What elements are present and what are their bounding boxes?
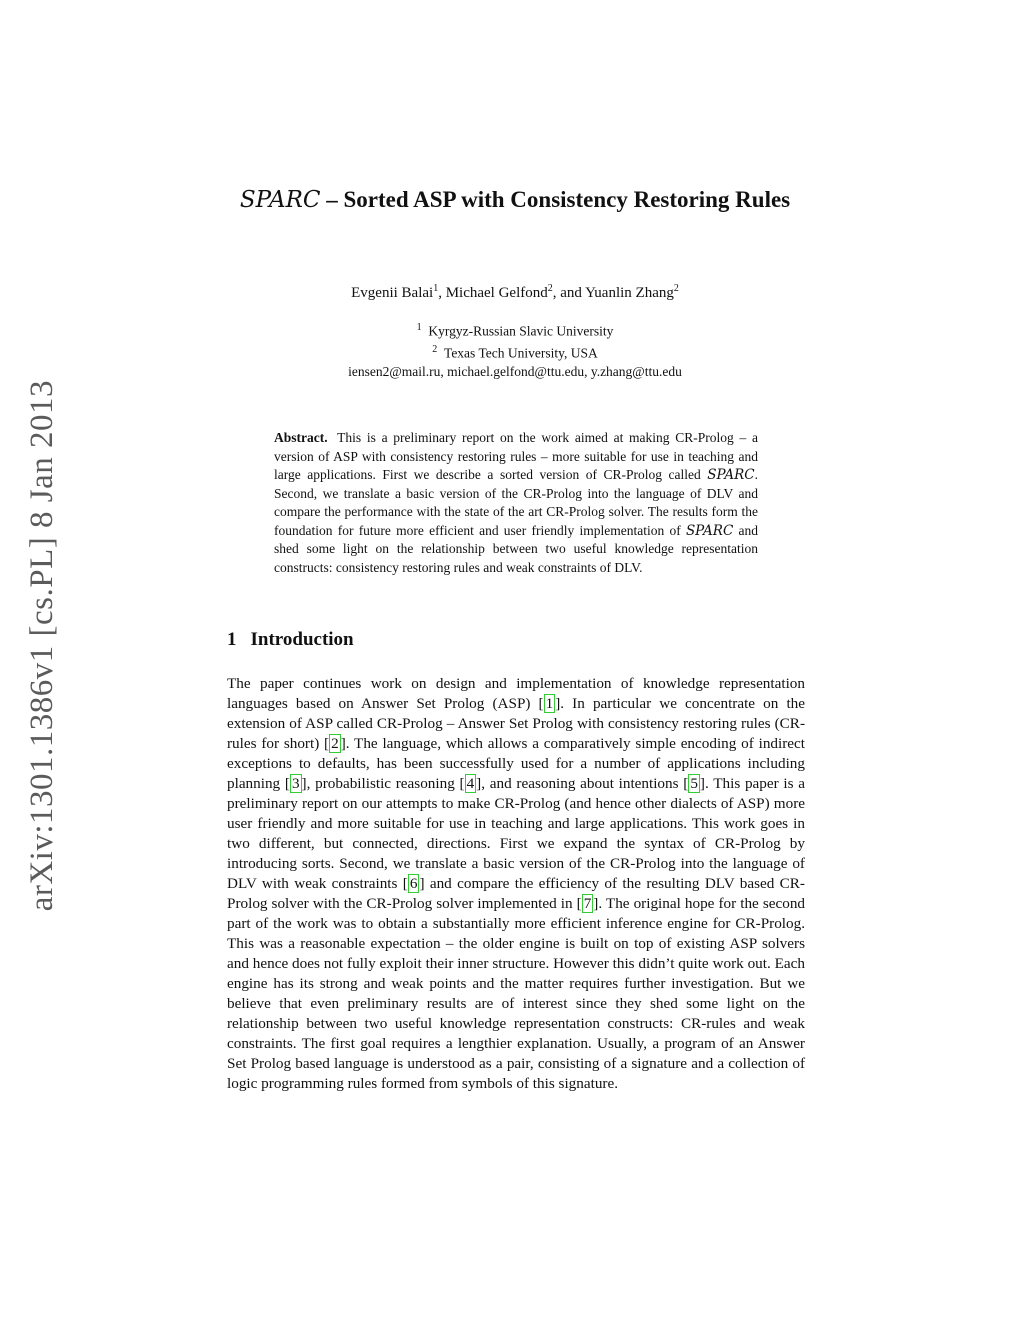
affiliation-2 (220, 341, 810, 363)
citation-link-5[interactable]: 5 (690, 775, 698, 792)
section-number: 1 (227, 629, 237, 650)
abstract-label: Abstract. (274, 430, 328, 445)
abstract (274, 429, 758, 577)
arxiv-identifier: arXiv:1301.1386v1 [cs.PL] 8 Jan 2013 (24, 380, 60, 912)
body-text: ] and compare the efficiency of the resulting DLV based CR-Prolog solver with the CR-Prolog solver implemented in [ (227, 875, 805, 912)
abstract-text-1: This is a preliminary report on the work aimed at making CR-Prolog – a version of ASP with consistency restoring rules – more suitable for use in teaching and large applications. First we describe a sorted version of CR-Prolog called (274, 430, 758, 482)
citation-link-1[interactable]: 1 (545, 695, 554, 712)
citation-link-3[interactable]: 3 (291, 775, 300, 792)
affiliation-2-text: Texas Tech University, USA (444, 345, 598, 361)
paper-title (220, 185, 810, 215)
affiliations (220, 319, 810, 382)
author-3: , and Yuanlin Zhang (552, 285, 674, 301)
section-title: Introduction (250, 629, 354, 650)
body-text: ]. The original hope for the second part of the work was to obtain a substantially more efficient inference engine for CR-Prolog. This was a reasonable expectation – the older engine is built on top of existing ASP solvers and hence does not fully exploit their inner structure. However this didn’t quite work out. Each engine has its strong and weak points and the matter requires further investigation. But we believe that even preliminary results are of interest since they shed some light on the relationship between two useful knowledge representation constructs: CR-rules and weak constraints. The first goal requires a lengthier explanation. Usually, a program of an Answer Set Prolog based language is understood as a pair, consisting of a signature and a collection of logic programming rules formed from symbols of this signature. (227, 895, 806, 1092)
citation-link-4[interactable]: 4 (466, 775, 475, 792)
citation-link-7[interactable]: 7 (583, 895, 592, 912)
affiliation-1-text: Kyrgyz-Russian Slavic University (428, 323, 614, 339)
author-emails: iensen2@mail.ru, michael.gelfond@ttu.edu, y.zhang@ttu.edu (348, 364, 682, 379)
abstract-text-3: and shed some light on the relationship between two useful knowledge representation constructs: consistency restoring rules and weak constraints of DLV. (274, 522, 759, 575)
abstract-sparc-1: SPARC (707, 467, 755, 483)
section-heading (227, 629, 354, 651)
body-text: ]. In particular we concentrate on the extension of ASP called CR-Prolog – Answer Set Prolog with consistency restoring rules (CR-rules for short) [ (227, 695, 806, 752)
body-text: The paper continues work on design and implementation of knowledge representation languages based on Answer Set Prolog (ASP) [ (227, 675, 805, 712)
affiliation-1-number: 1 (416, 322, 422, 333)
author-1-affil: 1 (433, 283, 439, 294)
author-1: Evgenii Balai (351, 285, 434, 301)
author-list (220, 283, 810, 302)
body-text: ], probabilistic reasoning [ (301, 775, 465, 792)
abstract-sparc-2: SPARC (685, 522, 734, 539)
author-2: , Michael Gelfond (438, 285, 548, 301)
citation-link-6[interactable]: 6 (409, 875, 418, 892)
intro-paragraph (227, 674, 805, 1094)
citation-link-2[interactable]: 2 (331, 735, 339, 752)
author-2-affil: 2 (547, 283, 553, 294)
body-text: ]. This paper is a preliminary report on our attempts to make CR-Prolog (and hence other dialects of ASP) more user friendly and more suitable for use in teaching and large applications. This work goes in two different, but connected, directions. First we expand the syntax of CR-Prolog by introducing sorts. Second, we translate a basic version of the CR-Prolog into the language of DLV with weak constraints [ (227, 775, 805, 892)
body-text: ]. The language, which allows a comparatively simple encoding of indirect exceptions to defaults, has been successfully used for a number of applications including planning [ (227, 735, 805, 792)
affiliation-2-number: 2 (432, 344, 438, 355)
title-sparc: SPARC (239, 187, 321, 213)
affiliation-1 (220, 319, 810, 341)
author-3-affil: 2 (673, 283, 679, 294)
abstract-text-2: . Second, we translate a basic version of the CR-Prolog into the language of DLV and compare the performance with the state of the art CR-Prolog solver. The results form the foundation for future more efficient and user friendly implementation of (274, 467, 758, 538)
body-text: ], and reasoning about intentions [ (476, 775, 689, 792)
title-text: – Sorted ASP with Consistency Restoring Rules (320, 187, 791, 212)
